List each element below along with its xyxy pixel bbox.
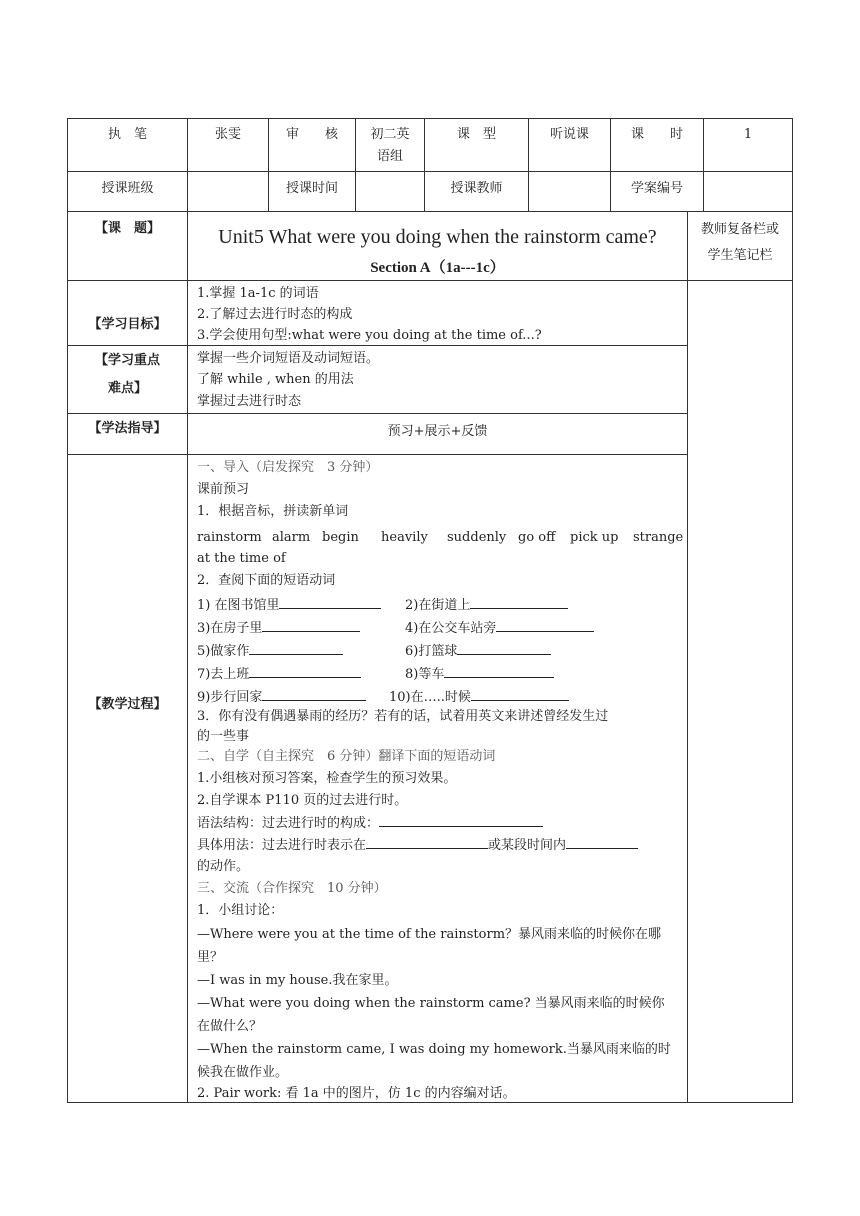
dialogue-3-line1: —What were you doing when the rainstorm came? 当暴风雨来临的时候你 [197,996,665,1011]
key-item-3: 掌握过去进行时态 [197,394,302,409]
cell-notes-column [687,280,793,1103]
review-label: 审 核 [285,127,338,142]
word-1: rainstorm [197,530,262,545]
type-value: 听说课 [549,127,589,142]
question-2: 2．查阅下面的短语动词 [197,573,336,588]
answer-blank[interactable] [249,640,343,655]
preview-heading: 课前预习 [197,482,250,497]
usage-line-2: 的动作。 [197,859,250,874]
answer-blank[interactable] [566,834,638,849]
notes-header-line2: 学生笔记栏 [707,248,773,263]
class-label: 授课班级 [101,181,154,196]
answer-blank[interactable] [457,640,551,655]
hours-label: 课 时 [630,127,683,142]
answer-blank[interactable] [279,594,381,609]
lesson-plan-table [67,118,793,1103]
section-3-item-1: 1．小组讨论： [197,903,284,918]
author-value: 张雯 [214,127,241,142]
topic-title: Unit5 What were you doing when the rainstorm came? [218,226,657,248]
review-value-2: 语组 [376,149,403,164]
answer-blank[interactable] [444,663,554,678]
phrase-6: 6)打篮球 [405,640,551,662]
word-9: at the time of [197,551,286,566]
word-7: pick up [570,530,619,545]
dialogue-3-line2: 在做什么？ [197,1019,263,1034]
phrase-4: 4)在公交车站旁 [405,617,594,639]
key-label-1: 【学习重点 [94,353,160,368]
code-label: 学案编号 [630,181,683,196]
grammar-structure: 语法结构：过去进行时的构成： [197,812,543,834]
section-2-heading: 二、自学（自主探究 6 分钟）翻译下面的短语动词 [197,749,496,764]
phrase-9: 9)步行回家 [197,686,366,708]
cell-goals-label [67,280,188,346]
word-8: strange [633,530,684,545]
answer-blank[interactable] [470,594,568,609]
answer-blank[interactable] [379,812,543,827]
topic-label: 【课 题】 [94,221,160,236]
answer-blank[interactable] [249,663,361,678]
answer-blank[interactable] [471,686,569,701]
usage-line: 具体用法：过去进行时表示在 或某段时间内 [197,834,638,856]
phrase-3: 3)在房子里 [197,617,360,639]
teacher-label: 授课教师 [450,181,503,196]
phrase-8: 8)等车 [405,663,554,685]
key-item-2: 了解 while , when 的用法 [197,372,354,387]
phrase-10: 10)在…..时候 [389,686,569,708]
author-label: 执 笔 [107,127,147,142]
goal-item-2: 2.了解过去进行时态的构成 [197,307,353,322]
goal-item-3: 3.学会使用句型:what were you doing at the time of...? [197,328,542,343]
review-value-1: 初二英 [370,127,410,142]
time-label: 授课时间 [285,181,338,196]
key-label-2: 难点】 [107,381,147,396]
process-label: 【教学过程】 [88,697,167,712]
goals-label: 【学习目标】 [88,317,167,332]
word-4: heavily [381,530,428,545]
answer-blank[interactable] [366,834,488,849]
key-item-1: 掌握一些介词短语及动词短语。 [197,351,380,366]
cell-time [355,171,425,212]
notes-header-line1: 教师复备栏或 [700,222,779,237]
word-5: suddenly [447,530,507,545]
phrase-5: 5)做家作 [197,640,343,662]
method-label: 【学法指导】 [88,421,167,436]
answer-blank[interactable] [262,617,360,632]
dialogue-2: —I was in my house.我在家里。 [197,973,398,988]
word-3: begin [322,530,359,545]
cell-process-label [67,454,188,1103]
dialogue-4-line2: 候我在做作业。 [197,1065,289,1080]
phrase-1: 1) 在图书馆里 [197,594,381,616]
section-3-heading: 三、交流（合作探究 10 分钟） [197,881,387,896]
question-3-line1: 3．你有没有偶遇暴雨的经历？若有的话，试着用英文来讲述曾经发生过 [197,709,609,724]
answer-blank[interactable] [496,617,594,632]
hours-value: 1 [743,127,753,142]
cell-code [703,171,793,212]
dialogue-1-line2: 里？ [197,950,224,965]
section-1-heading: 一、导入（启发探究 3 分钟） [197,460,379,475]
dialogue-1-line1: —Where were you at the time of the rainstorm？暴风雨来临的时候你在哪 [197,927,662,942]
cell-teacher [528,171,611,212]
answer-blank[interactable] [262,686,366,701]
cell-class [187,171,269,212]
phrase-2: 2)在街道上 [405,594,568,616]
section-2-item-2: 2.自学课本 P110 页的过去进行时。 [197,793,408,808]
question-1: 1．根据音标，拼读新单词 [197,504,349,519]
question-3-line2: 的一些事 [197,729,250,744]
section-2-item-1: 1.小组核对预习答案，检查学生的预习效果。 [197,771,457,786]
topic-subtitle: Section A（1a---1c） [370,260,505,276]
goal-item-1: 1.掌握 1a-1c 的词语 [197,286,319,301]
phrase-7: 7)去上班 [197,663,361,685]
type-label: 课 型 [456,127,496,142]
method-text: 预习+展示+反馈 [387,424,488,439]
dialogue-4-line1: —When the rainstorm came, I was doing my homework.当暴风雨来临的时 [197,1042,671,1057]
word-2: alarm [272,530,311,545]
pair-work: 2. Pair work: 看 1a 中的图片，仿 1c 的内容编对话。 [197,1086,516,1101]
word-6: go off [518,530,556,545]
